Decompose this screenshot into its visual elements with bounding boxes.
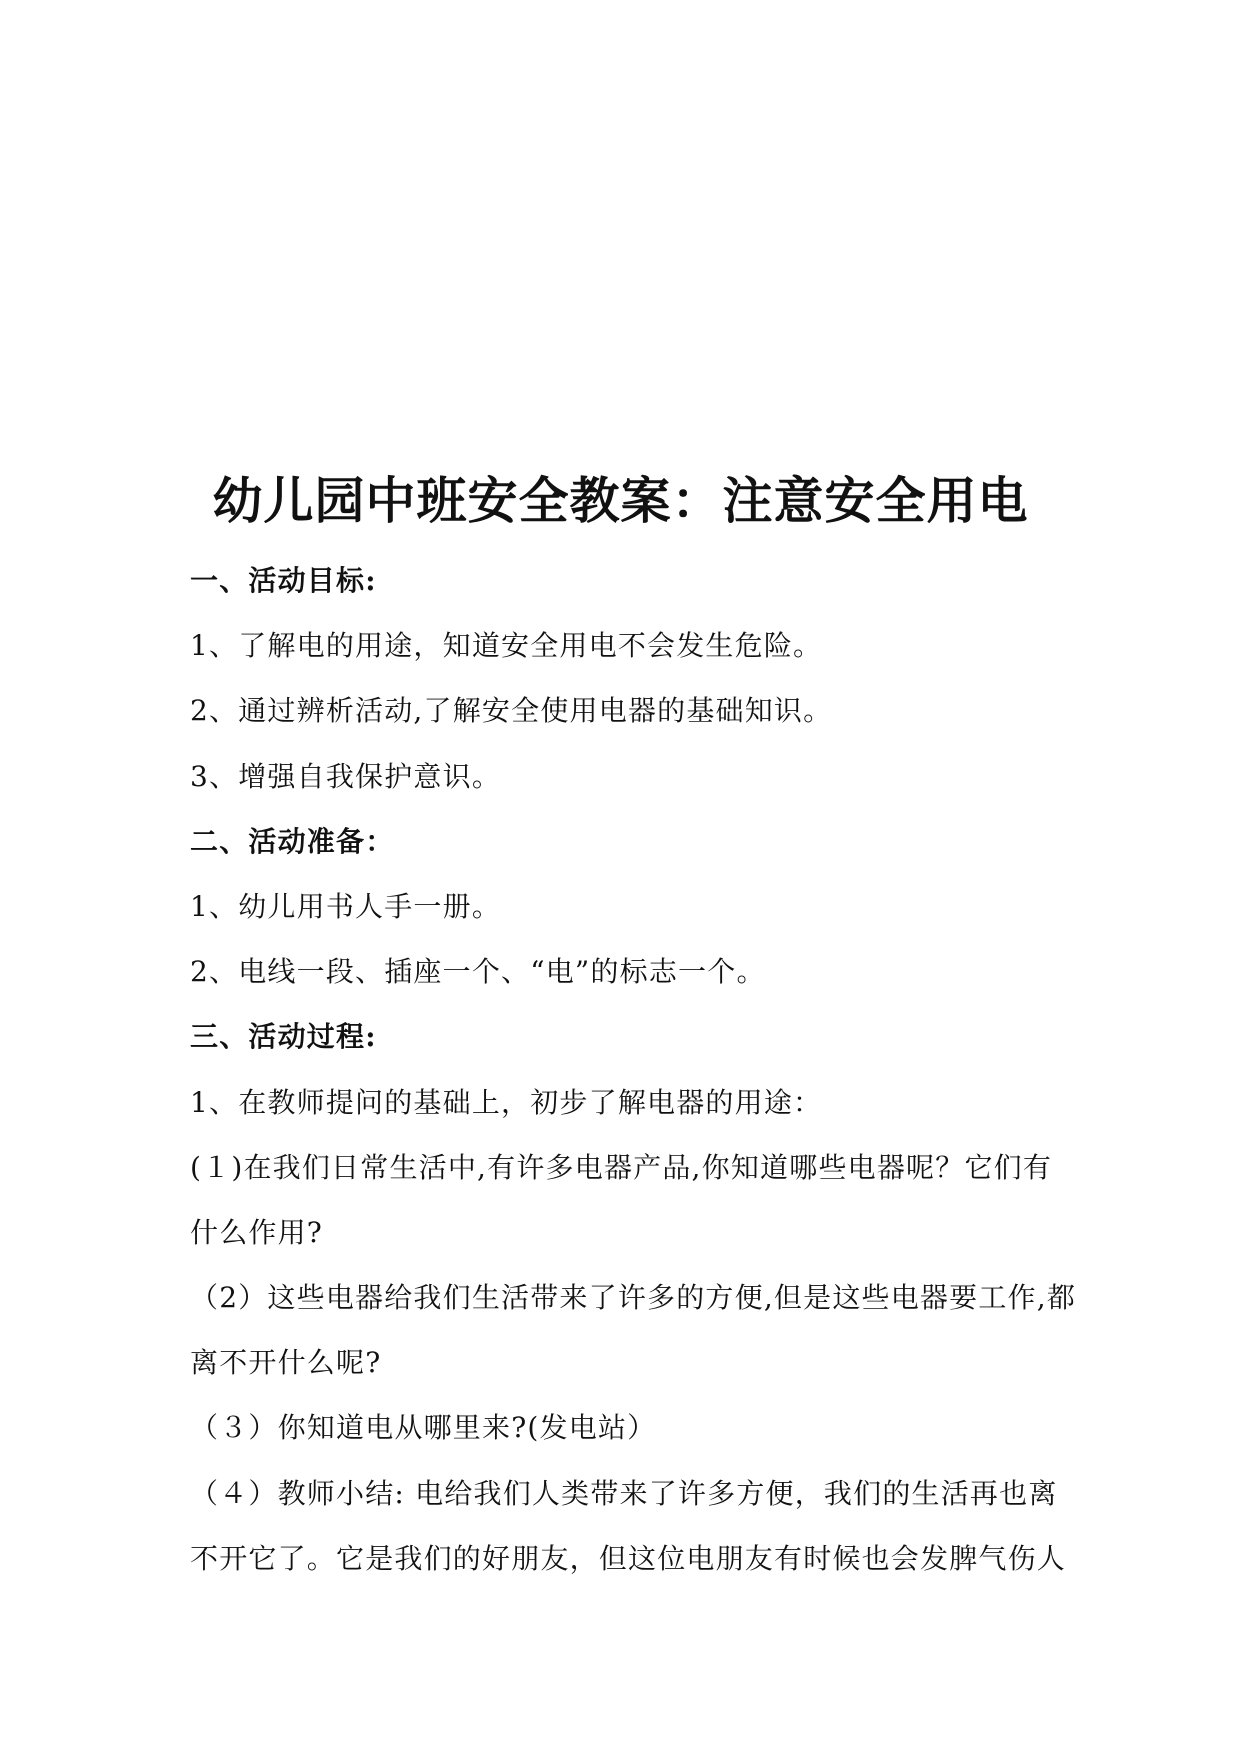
process-summary-line-1: （４）教师小结: 电给我们人类带来了许多方便，我们的生活再也离 xyxy=(190,1476,1058,1510)
goal-item-2: 2、通过辨析活动,了解安全使用电器的基础知识。 xyxy=(190,694,833,728)
process-question-1-line-2: 什么作用? xyxy=(190,1215,324,1249)
document-body xyxy=(190,548,1077,1591)
goal-item-1: 1、了解电的用途，知道安全用电不会发生危险。 xyxy=(190,629,823,663)
process-summary-line-2: 不开它了。它是我们的好朋友，但这位电朋友有时候也会发脾气伤人 xyxy=(190,1541,1067,1575)
process-question-1-line-1: (１)在我们日常生活中,有许多电器产品,你知道哪些电器呢？它们有 xyxy=(190,1150,1053,1184)
process-question-2-line-1: （2）这些电器给我们生活带来了许多的方便,但是这些电器要工作,都 xyxy=(190,1281,1077,1315)
process-step-1: 1、在教师提问的基础上，初步了解电器的用途： xyxy=(190,1085,823,1119)
section-heading-goals: 一、活动目标: xyxy=(190,564,377,597)
section-heading-preparation: 二、活动准备： xyxy=(190,824,395,858)
goal-item-3: 3、增强自我保护意识。 xyxy=(190,759,502,793)
preparation-item-2: 2、电线一段、插座一个、“电”的标志一个。 xyxy=(190,955,766,989)
preparation-item-1: 1、幼儿用书人手一册。 xyxy=(190,889,502,923)
section-heading-process: 三、活动过程: xyxy=(190,1020,377,1054)
process-question-3: （３）你知道电从哪里来?(发电站） xyxy=(190,1411,657,1445)
document-title: 幼儿园中班安全教案：注意安全用电 xyxy=(212,471,1029,530)
process-question-2-line-2: 离不开什么呢? xyxy=(190,1346,382,1380)
